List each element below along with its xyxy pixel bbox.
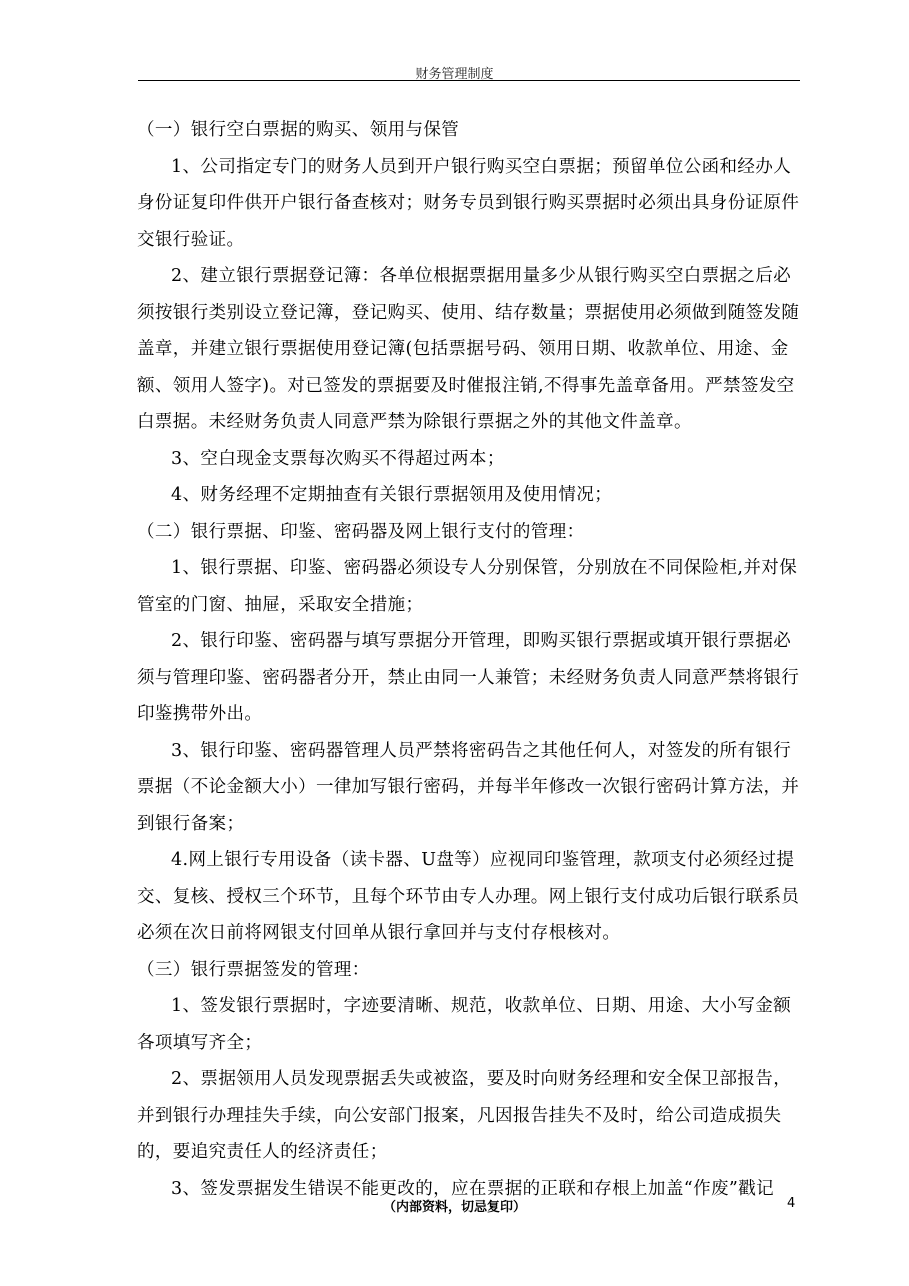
- paragraph: 2、票据领用人员发现票据丢失或被盗，要及时向财务经理和安全保卫部报告，并到银行办理挂失手续，向公安部门报案，凡因报告挂失不及时，给公司造成损失的，要追究责任人的经济责任；: [137, 1069, 792, 1162]
- paragraph: 4.网上银行专用设备（读卡器、U盘等）应视同印鉴管理，款项支付必须经过提交、复核、授权三个环节，且每个环节由专人办理。网上银行支付成功后银行联系员必须在次日前将网银支付回单从银行拿回并与支付存根核对。: [137, 850, 800, 943]
- paragraph: 4、财务经理不定期抽查有关银行票据领用及使用情况；: [171, 485, 613, 505]
- paragraph: 2、银行印鉴、密码器与填写票据分开管理，即购买银行票据或填开银行票据必须与管理印鉴、密码器者分开，禁止由同一人兼管；未经财务负责人同意严禁将银行印鉴携带外出。: [137, 631, 800, 724]
- header-divider: [138, 80, 800, 81]
- paragraph: 2、建立银行票据登记簿：各单位根据票据用量多少从银行购买空白票据之后必须按银行类别设立登记簿，登记购买、使用、结存数量；票据使用必须做到随签发随盖章，并建立银行票据使用登记簿(包括票据号码、领用日期、收款单位、用途、金额、领用人签字)。对已签发的票据要及时催报注销,不得事先盖章备用。严禁签发空白票据。未经财务负责人同意严禁为除银行票据之外的其他文件盖章。: [137, 266, 800, 432]
- paragraph: 1、签发银行票据时，字迹要清晰、规范，收款单位、日期、用途、大小写金额各项填写齐全；: [137, 996, 792, 1053]
- paragraph: 3、签发票据发生错误不能更改的，应在票据的正联和存根上加盖“作废”戳记: [171, 1178, 775, 1199]
- section-heading: （一）银行空白票据的购买、领用与保管: [137, 120, 460, 140]
- paragraph: 1、银行票据、印鉴、密码器必须设专人分别保管，分别放在不同保险柜,并对保管室的门窗、抽屉，采取安全措施；: [137, 558, 798, 615]
- footer-note: （内部资料，切忌复印）: [382, 1200, 526, 1215]
- section-heading: （二）银行票据、印鉴、密码器及网上银行支付的管理：: [137, 521, 585, 542]
- paragraph: 1、公司指定专门的财务人员到开户银行购买空白票据；预留单位公函和经办人身份证复印件供开户银行备查核对；财务专员到银行购买票据时必须出具身份证原件交银行验证。: [137, 156, 800, 250]
- paragraph: 3、银行印鉴、密码器管理人员严禁将密码告之其他任何人，对签发的所有银行票据（不论金额大小）一律加写银行密码，并每半年修改一次银行密码计算方法，并到银行备案；: [137, 740, 800, 834]
- section-heading: （三）银行票据签发的管理：: [137, 959, 370, 980]
- document-body: [137, 112, 801, 1207]
- paragraph: 3、空白现金支票每次购买不得超过两本；: [171, 448, 505, 469]
- page-header-title: 财务管理制度: [415, 67, 494, 82]
- page-number: 4: [787, 1196, 796, 1211]
